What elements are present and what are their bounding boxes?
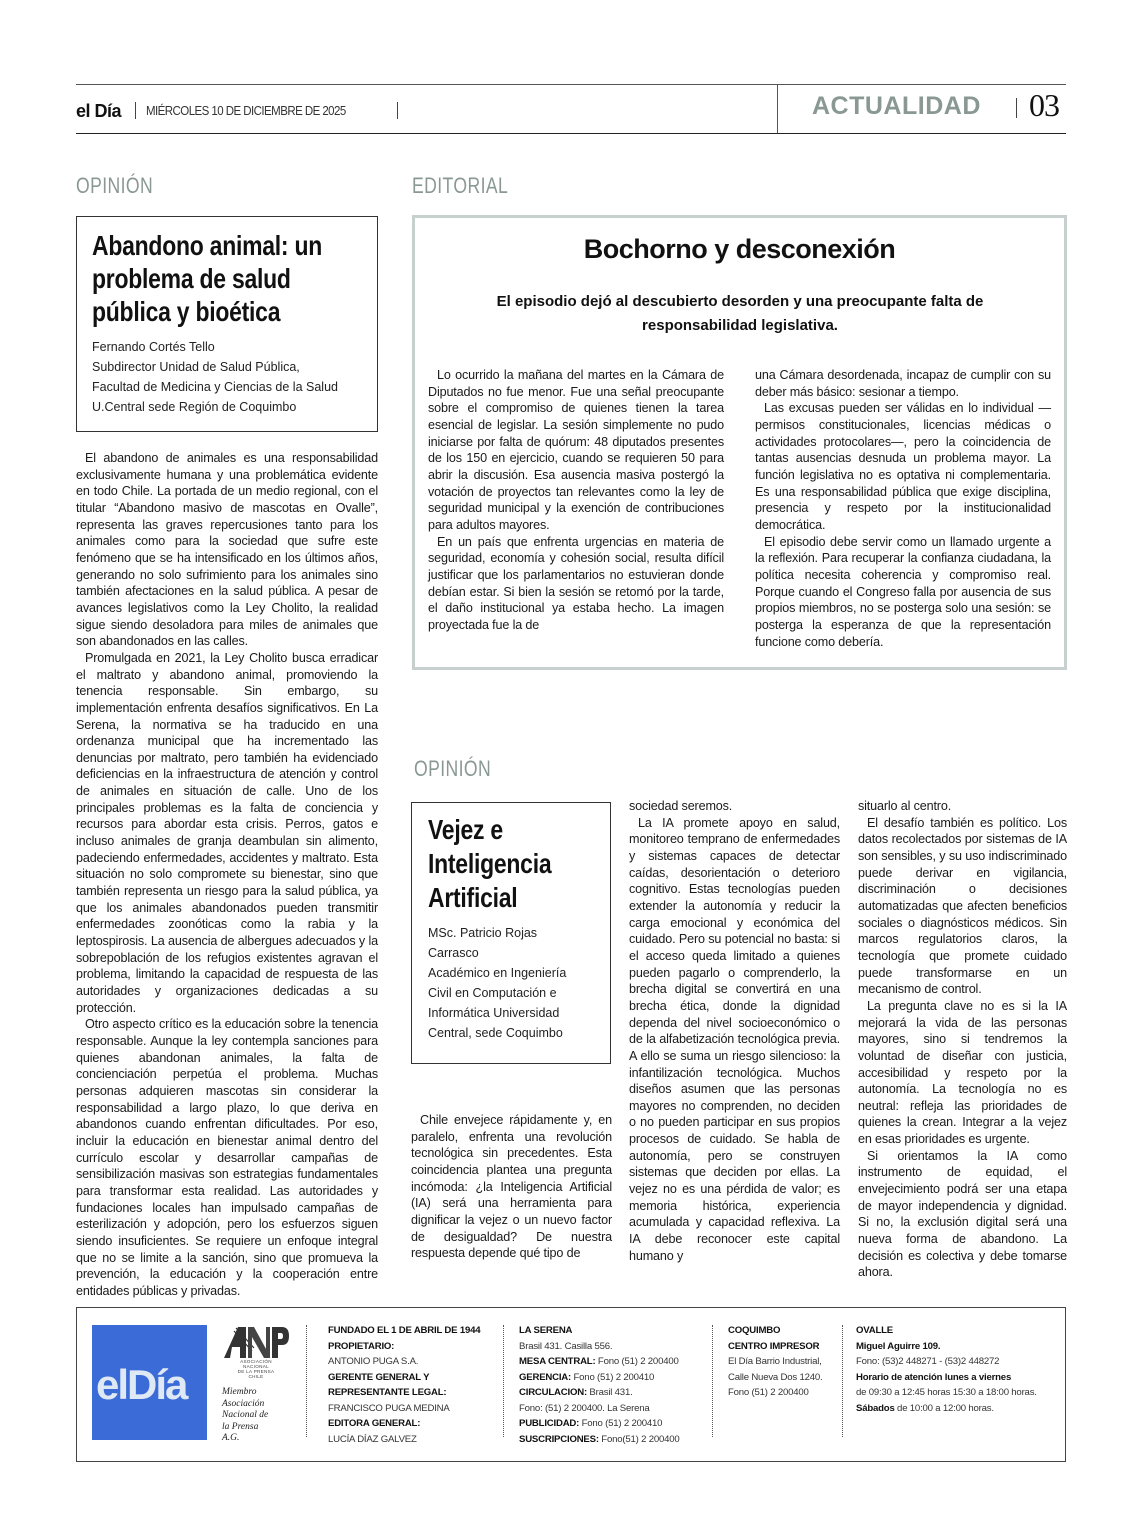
- opinion2-column-1: Chile envejece rápidamente y, en paralelo, enfrenta una revolución tecnológica sin precedentes. Esta coincidencia plantea una pregunta incómoda: ¿la Inteligencia Artificial (IA) será una herramienta para dignificar la vejez o un nuevo factor de desigualdad? De nuestra respuesta depende qué tipo de: [411, 1113, 612, 1261]
- author-byline: Fernando Cortés Tello Subdirector Unidad de Salud Pública, Facultad de Medicina y Ciencias de la Salud U.Central sede Región de Coquimbo: [92, 340, 338, 414]
- opinion-header-box: [76, 216, 378, 432]
- header-top-rule: [76, 84, 1066, 85]
- dotted-divider: [712, 1325, 713, 1437]
- author-byline: MSc. Patricio Rojas Carrasco Académico en Ingeniería Civil en Computación e Informática Universidad Central, sede Coquimbo: [428, 926, 567, 1040]
- opinion2-column-2: sociedad seremos. La IA promete apoyo en salud, monitoreo temprano de enfermedades y sistemas capaces de detectar caídas, desorientación o deterioro cognitivo. Estas tecnologías pueden extender la autonomía y reducir la carga emocional y económica del cuidado. Pero su potencial no basta: si el acceso queda limitado a quienes pueden pagarlo o comprenderlo, la brecha digital se convertirá en una brecha ética, donde la dignidad dependa del nivel socioeconómico o de la alfabetización tecnológica previa. A ello se suma un riesgo silencioso: la infantilización tecnológica. Muchos diseños asumen que las personas mayores no comprenden, no deciden o no pueden participar en sus propios procesos de cuidado. Se habla de autonomía, pero se construyen sistemas que deciden por ellas. La vejez no es una pérdida de valor; es memoria histórica, experiencia acumulada y capacidad reflexiva. La IA debe reconocer este capital humano y: [629, 799, 840, 1263]
- issue-date: MIÉRCOLES 10 DE DICIEMBRE DE 2025: [146, 104, 346, 118]
- member-note: Miembro Asociación Nacional de la Prensa A.G.: [222, 1387, 269, 1443]
- dotted-divider: [503, 1325, 504, 1437]
- editorial-column-2: una Cámara desordenada, incapaz de cumplir con su deber más básico: sesionar a tiempo. Las excusas pueden ser válidas en lo individual —permisos constitucionales, licencias médicas o actividades protocolares—, pero la coincidencia de tantas ausencias desnuda un problema mayor. La función legislativa no es optativa ni complementaria. Es una responsabilidad pública que exige disciplina, presencia y respeto por la institucionalidad democrática. El episodio debe servir como un llamado urgente a la reflexión. Para recuperar la confianza ciudadana, la política necesita coherencia y compromiso real. Porque cuando el Congreso falla por ausencia de sus propios miembros, no se posterga solo una sesión: se posterga la esperanza de que la representación funcione como debería.: [755, 368, 1051, 649]
- separator-bar: [397, 102, 398, 119]
- el-dia-logo: elDía: [92, 1325, 207, 1440]
- opinion-kicker: OPINIÓN: [414, 756, 492, 781]
- masthead-ovalle: OVALLE Miguel Aguirre 109. Fono: (53)2 448271 - (53)2 448272 Horario de atención lunes a viernes de 09:30 a 12:45 horas 15:30 a 18:00 horas. Sábados de 10:00 a 12:00 horas.: [856, 1325, 1037, 1414]
- article-title: Vejez e Inteligencia Artificial: [428, 814, 552, 913]
- newspaper-brand: el Día: [76, 101, 122, 121]
- dotted-divider: [306, 1325, 307, 1437]
- masthead-coquimbo: COQUIMBO CENTRO IMPRESOR El Día Barrio Industrial, Calle Nueva Dos 1240. Fono (51) 2 200400: [728, 1325, 823, 1398]
- editorial-title: Bochorno y desconexión: [583, 234, 896, 264]
- opinion2-column-3: situarlo al centro. El desafío también es político. Los datos recolectados por sistemas de IA son sensibles, y su uso indiscriminado puede derivar en vigilancia, discriminación o decisiones automatizadas que afecten beneficios sociales o diagnósticos médicos. Sin marcos regulatorios claros, la tecnología que promete cuidado puede transformarse en un mecanismo de control. La pregunta clave no es si la IA mejorará la vida de las personas mayores, sino si tendremos la voluntad de diseñar con justicia, accesibilidad y respeto por la autonomía. La tecnología no es neutral: refleja las prioridades de quienes la crean. Integrar a la vejez en esas prioridades es urgente. Si orientamos la IA como instrumento de equidad, el envejecimiento podrá ser una etapa de mayor independencia y dignidad. Si no, la exclusión digital será una nueva forma de abandono. La decisión es colectiva y debe tomarse ahora.: [858, 799, 1067, 1280]
- article-title: Abandono animal: un problema de salud pública y bioética: [92, 230, 323, 327]
- masthead-founding: FUNDADO EL 1 DE ABRIL DE 1944 PROPIETARIO: ANTONIO PUGA S.A. GERENTE GENERAL Y REPRESENTANTE LEGAL: FRANCISCO PUGA MEDINA EDITORA GENERAL: LUCÍA DÍAZ GALVEZ: [328, 1325, 481, 1445]
- editorial-kicker: EDITORIAL: [412, 173, 509, 198]
- masthead-la-serena: LA SERENA Brasil 431. Casilla 556. MESA CENTRAL: Fono (51) 2 200400 GERENCIA: Fono (51) 2 200410 CIRCULACION: Brasil 431. Fono: (51) 2 200400. La Serena PUBLICIDAD: Fono (51) 2 200410 SUSCRIPCIONES: Fono(51) 2 200400: [519, 1325, 680, 1445]
- editorial-dek: El episodio dejó al descubierto desorden y una preocupante falta de responsabilidad legislativa.: [496, 293, 984, 334]
- header-bottom-rule: [76, 133, 1066, 134]
- dotted-divider: [842, 1325, 843, 1437]
- separator-bar: [135, 102, 136, 119]
- editorial-column-1: Lo ocurrido la mañana del martes en la Cámara de Diputados no fue menor. Fue una señal preocupante sobre el compromiso de quienes tienen la tarea esencial de legislar. La sesión simplemente no pudo iniciarse por falta de quórum: 48 diputados presentes de los 150 en ejercicio, cuando se requieren 50 para abrir la discusión. Esa ausencia masiva postergó la votación de proyectos tan relevantes como la ley de seguridad municipal y la exención de contribuciones para adultos mayores. En un país que enfrenta urgencias en materia de seguridad, economía y cohesión social, resulta difícil justificar que los parlamentarios no estuvieran donde debían estar. Si bien la sesión se retomó por la tarde, el daño institucional ya estaba hecho. La imagen proyectada fue la de: [428, 368, 724, 632]
- article-body: El abandono de animales es una responsabilidad exclusivamente humana y una problemática evidente en todo Chile. La portada de un medio regional, con el titular “Abandono masivo de mascotas en Ovalle”, representa las graves repercusiones tanto para los animales como para la sociedad que sufre este fenómeno que se ha intensificado en los últimos años, generando no solo sufrimiento para los animales sino también afectaciones en la salud pública. A pesar de avances legislativos como la Ley Cholito, la realidad sigue siendo desoladora para miles de animales que son abandonados en las calles. Promulgada en 2021, la Ley Cholito busca erradicar el maltrato y abandono animal, promoviendo la tenencia responsable. Sin embargo, su implementación enfrenta desafíos significativos. En La Serena, la normativa se ha traducido en una ordenanza municipal que ha incrementado las denuncias por maltrato, pero también ha evidenciado deficiencias en la infraestructura de atención y control de animales en situación de calle. Uno de los principales problemas es la falta de conciencia y recursos para abordar esta crisis. Perros, gatos e incluso animales de granja deambulan sin alimento, padeciendo enfermedades, accidentes y maltrato. Esta situación no solo compromete su bienestar, sino que también representa un riesgo para la salud pública, ya que los animales abandonados pueden transmitir enfermedades zoonóticas como la rabia y la leptospirosis. La ausencia de albergues adecuados y la sobrepoblación de los refugios existentes agravan el problema, limitando la capacidad de respuesta de las autoridades y organizaciones dedicadas a su protección. Otro aspecto crítico es la educación sobre la tenencia responsable. Aunque la ley contempla sanciones para quienes abandonan animales, la falta de concienciación perpetúa el problema. Muchas personas adquieren mascotas sin considerar la responsabilidad a largo plazo, lo que deriva en abandonos cuando enfrentan dificultades. Por eso, incluir la educación en bienestar animal dentro del currículo escolar y desarrollar campañas de sensibilización masivas son estrategias fundamentales para transformar esta realidad. Las autoridades y fundaciones locales han impulsado campañas de esterilización y adopción, pero los esfuerzos siguen siendo insuficientes. Se requiere un enfoque integral que no se limite a la sanción, sino que promueva la prevención, la educación y la cooperación entre entidades públicas y privadas.: [76, 451, 378, 1298]
- anp-logo-subtitle: ASOCIACIÓN NACIONAL DE LA PRENSA CHILE: [237, 1359, 275, 1379]
- section-name: ACTUALIDAD: [812, 92, 981, 120]
- opinion-header-box: [411, 802, 611, 1064]
- separator-bar: [1016, 98, 1017, 118]
- opinion-kicker: OPINIÓN: [76, 173, 154, 198]
- page-number: 03: [1029, 87, 1059, 123]
- header-divider: [777, 84, 778, 133]
